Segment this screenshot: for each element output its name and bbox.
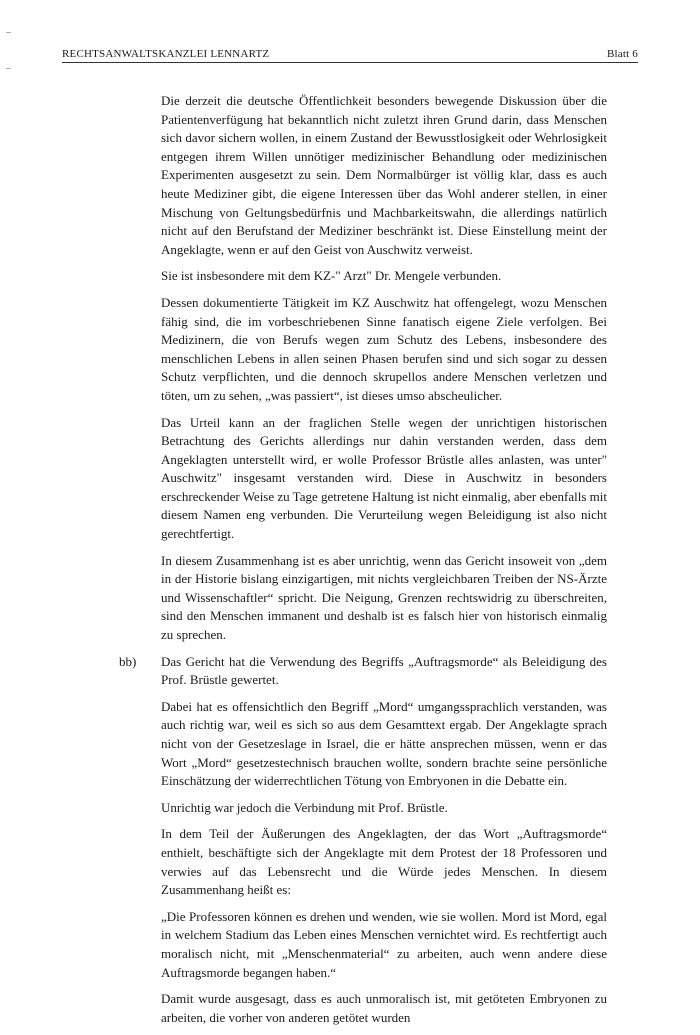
- paragraph: Die derzeit die deutsche Öffentlichkeit besonders bewegende Diskussion über die Patientenverfügung hat bekanntlich nicht zuletzt ihren Grund darin, dass Menschen sich davor sichern wollen, in einem Zustand der Bewusstlosigkeit oder Wehrlosigkeit entgegen ihrem Willen unnötiger medizinischer Behandlung oder medizinischen Experimenten ausgesetzt zu sein. Dem Normalbürger ist völlig klar, dass es auch heute Mediziner gibt, die eigene Interessen über das Wohl anderer stellen, in einer Mischung von Geltungsbedürfnis und Machbarkeitswahn, die allerdings natürlich nicht auf den Berufstand der Mediziner beschränkt ist. Diese Einstellung meint der Angeklagte, wenn er auf den Geist von Auschwitz verweist.: [161, 93, 607, 257]
- quote-paragraph: „Die Professoren können es drehen und wenden, wie sie wollen. Mord ist Mord, egal in welchem Stadium das Leben eines Menschen vernichtet wird. Es rechtfertigt auch moralisch nicht, mit „Menschenmaterial“ zu arbeiten, auch wenn andere diese Auftragsmorde begangen haben.“: [161, 908, 607, 980]
- paragraph: In dem Teil der Äußerungen des Angeklagten, der das Wort „Auftragsmorde“ enthielt, beschäftigte sich der Angeklagte mit dem Protest der 18 Professoren und verwies auf das Lebensrecht und die Würde jedes Menschen. In diesem Zusammenhang heißt es:: [161, 826, 607, 898]
- item-text: Das Gericht hat die Verwendung des Begriffs „Auftragsmorde“ als Beleidigung des Prof. Brüstle gewertet.: [161, 653, 607, 688]
- list-item: [119, 653, 607, 690]
- document-body: [119, 92, 607, 1035]
- margin-mark: [6, 68, 11, 69]
- paragraph: Damit wurde ausgesagt, dass es auch unmoralisch ist, mit getöteten Embryonen zu arbeiten, die vorher von anderen getötet wurden: [161, 991, 607, 1025]
- paragraph: Das Urteil kann an der fraglichen Stelle wegen der unrichtigen historischen Betrachtung des Gerichts allerdings nur dahin verstanden werden, dass dem Angeklagten unterstellt wird, er wolle Professor Brüstle alles anlasten, was unter" Auschwitz" insgesamt verstanden wird. Diese in Auschwitz in besonders erschreckender Weise zu Tage getretene Haltung ist nicht einmalig, aber ebenfalls mit diesem Namen eng verbunden. Die Verurteilung wegen Beleidigung ist also nicht gerechtfertigt.: [161, 414, 607, 542]
- paragraph: Unrichtig war jedoch die Verbindung mit Prof. Brüstle.: [161, 799, 448, 815]
- page-number: Blatt 6: [606, 48, 638, 60]
- paragraph: Dabei hat es offensichtlich den Begriff „Mord“ umgangssprachlich verstanden, was auch richtig war, weil es sich so aus dem Gesamttext ergab. Der Angeklagte sprach nicht von der Gesetzeslage in Israel, die er hätte ansprechen müssen, wenn er das Wort „Mord“ gesetzestechnisch brauchen wollte, sondern brachte seine persönliche Einschätzung der widerrechtlichen Tötung von Embryonen in die Debatte ein.: [161, 698, 607, 789]
- letterhead: [62, 44, 638, 63]
- item-label: bb): [119, 653, 137, 669]
- firm-name: RECHTSANWALTSKANZLEI LENNARTZ: [62, 48, 270, 60]
- paragraph: Dessen dokumentierte Tätigkeit im KZ Auschwitz hat offengelegt, wozu Menschen fähig sind, die im vorbeschriebenen Sinne fanatisch eigene Ziele verfolgen. Bei Medizinern, die von Berufs wegen zum Schutz des Lebens, insbesondere des menschlichen Lebens in allen seinen Phasen berufen sind und sich sogar zu dessen Schutz verpflichten, und die dennoch skrupellos andere Menschen verletzen und töten, um zu sehen, „was passiert“, ist dieses umso abscheulicher.: [161, 294, 607, 403]
- margin-mark: [6, 32, 11, 33]
- paragraph: Sie ist insbesondere mit dem KZ-" Arzt" Dr. Mengele verbunden.: [161, 268, 502, 284]
- paragraph: In diesem Zusammenhang ist es aber unrichtig, wenn das Gericht insoweit von „dem in der Historie bislang einzigartigen, mit nichts vergleichbaren Treiben der NS-Ärzte und Wissenschaftler“ spricht. Die Neigung, Grenzen rechtswidrig zu überschreiten, sind den Menschen immanent und deshalb ist es falsch hier von historisch einmalig zu sprechen.: [161, 552, 607, 643]
